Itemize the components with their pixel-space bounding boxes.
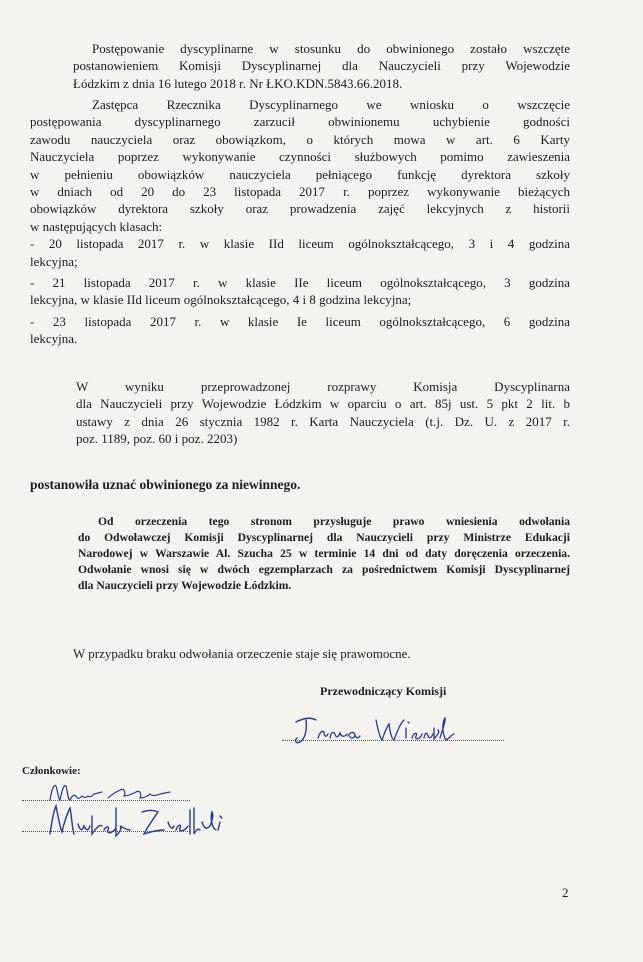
text-line: w następujących klasach: (30, 218, 163, 234)
text-line: dla Nauczycieli przy Wojewodzie Łódzkim w oparciu o art. 85j ust. 5 pkt 2 lit. b (76, 396, 570, 412)
text-line: dla Nauczycieli przy Wojewodzie Łódzkim. (78, 579, 292, 592)
text-line: lekcyjna, w klasie IId liceum ogólnokształcącego, 4 i 8 godzina lekcyjna; (30, 292, 412, 308)
text-line: do Odwoławczej Komisji Dyscyplinarnej dla Nauczycieli przy Ministrze Edukacji (78, 531, 570, 544)
list-item: - 20 listopada 2017 r. w klasie IId liceum ogólnokształcącego, 3 i 4 godzina (30, 236, 570, 252)
paragraph-hearing-result (76, 378, 570, 448)
paragraph-proceedings-initiated (73, 40, 570, 92)
members-label (22, 763, 142, 779)
decision-statement (30, 476, 550, 493)
chair-signature (290, 708, 470, 748)
text-line: w pełnieniu obowiązków nauczyciela pełniącego funkcję dyrektora szkoły (30, 166, 570, 182)
list-item: - 21 listopada 2017 r. w klasie IIe liceum ogólnokształcącego, 3 godzina (30, 275, 570, 291)
members-label-text: Członkowie: (22, 765, 81, 777)
page-number (562, 885, 569, 901)
text-line: W wyniku przeprowadzonej rozprawy Komisja Dyscyplinarna (76, 379, 570, 394)
text-line: Od orzeczenia tego stronom przysługuje prawo wniesienia odwołania (98, 515, 570, 528)
text-line: postępowania dyscyplinarnego zarzucił obwinionemu uchybienie godności (30, 114, 570, 130)
text-line: Postępowanie dyscyplinarne w stosunku do obwinionego zostało wszczęte (92, 41, 570, 56)
appeal-instructions (78, 514, 570, 594)
text-line: w dniach od 20 do 23 listopada 2017 r. poprzez wykonywanie bieżących (30, 184, 570, 200)
text-line: ustawy z dnia 26 stycznia 1982 r. Karta Nauczyciela (t.j. Dz. U. z 2017 r. (76, 413, 570, 429)
paragraph-charges (30, 96, 570, 348)
member-signature (44, 800, 274, 842)
chair-label (320, 683, 520, 699)
final-text: W przypadku braku odwołania orzeczenie staje się prawomocne. (73, 646, 411, 661)
text-line: lekcyjna. (30, 331, 78, 347)
text-line: obowiązków dyrektora szkoły oraz prowadzenia zajęć lekcyjnych z historii (30, 201, 570, 217)
text-line: lekcyjna; (30, 253, 78, 269)
text-line: poz. 1189, poz. 60 i poz. 2203) (76, 431, 238, 447)
decision-text: postanowiła uznać obwinionego za niewinnego. (30, 477, 301, 492)
text-line: zawodu nauczyciela oraz obowiązkom, o których mowa w art. 6 Karty (30, 131, 570, 147)
final-statement (73, 645, 553, 662)
page-number-text: 2 (562, 885, 569, 900)
chair-label-text: Przewodniczący Komisji (320, 684, 447, 698)
text-line: postanowieniem Komisji Dyscyplinarnej dla Nauczycieli przy Wojewodzie (73, 58, 570, 74)
text-line: Odwołanie wnosi się w dwóch egzemplarzach za pośrednictwem Komisji Dyscyplinarnej (78, 563, 570, 576)
text-line: Narodowej w Warszawie Al. Szucha 25 w terminie 14 dni od daty doręczenia orzeczenia. (78, 547, 570, 560)
text-line: Zastępca Rzecznika Dyscyplinarnego we wniosku o wszczęcie (92, 97, 570, 112)
list-item: - 23 listopada 2017 r. w klasie Ie liceum ogólnokształcącego, 6 godzina (30, 313, 570, 329)
text-line: Nauczyciela poprzez wykonywanie czynności służbowych pomimo zawieszenia (30, 149, 570, 165)
text-line: Łódzkim z dnia 16 lutego 2018 r. Nr ŁKO.KDN.5843.66.2018. (73, 75, 403, 91)
